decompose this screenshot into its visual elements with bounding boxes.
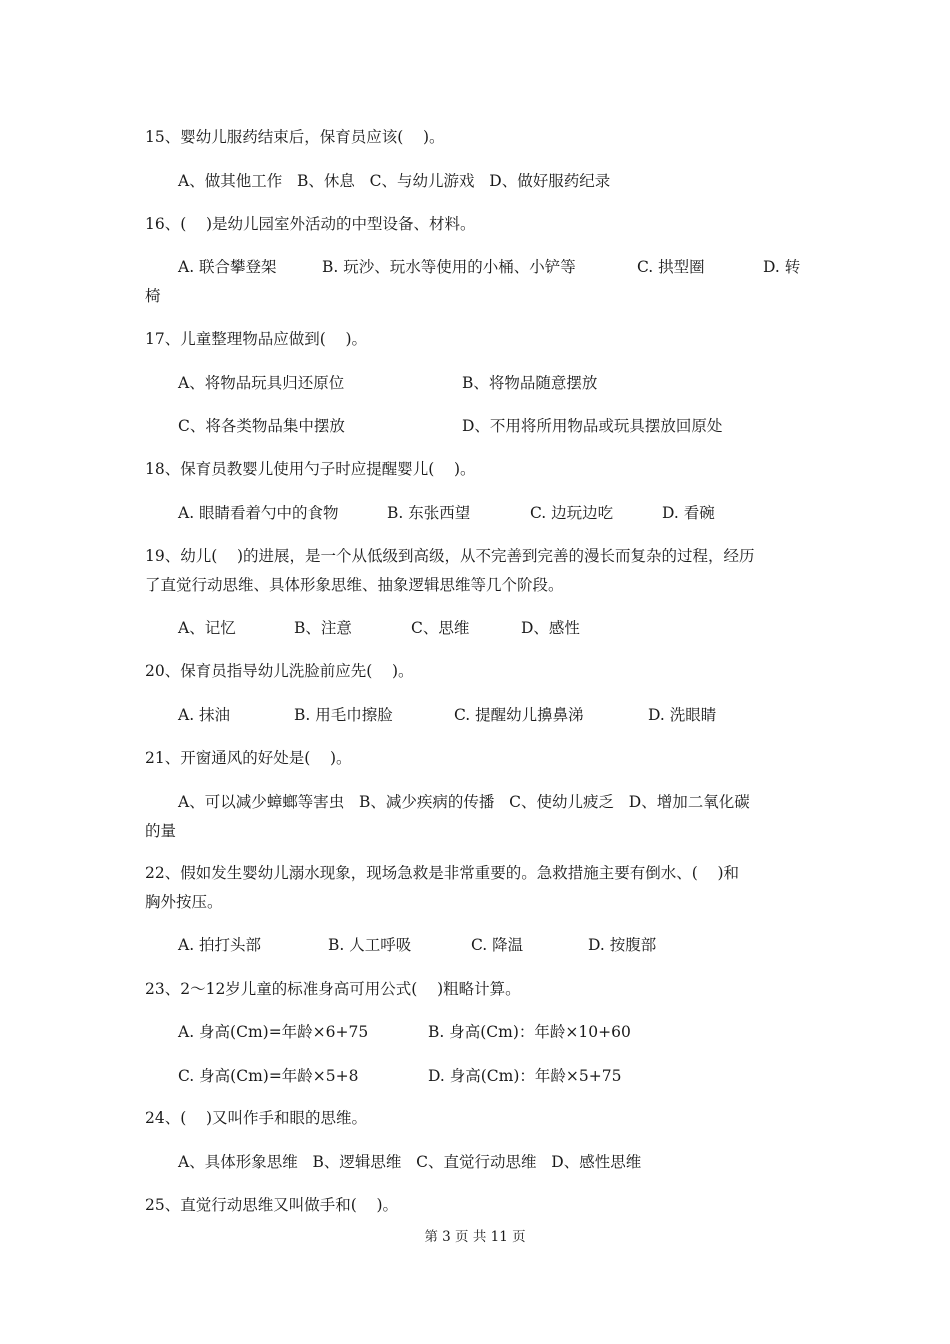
question-23-option-c: C. 身高(Cm)=年龄×5+8 [178,1067,359,1085]
question-21-options: A、可以减少蟑螂等害虫 B、减少疾病的传播 C、使幼儿疲乏 D、增加二氧化碳 [178,793,750,811]
question-22-option-a: A. 拍打头部 [178,936,262,954]
question-22-stem-line-1: 22、假如发生婴幼儿溺水现象，现场急救是非常重要的。急救措施主要有倒水、( )和 [145,864,740,882]
question-23-option-a: A. 身高(Cm)=年龄×6+75 [178,1023,369,1041]
question-19-stem-line-1: 19、幼儿( )的进展，是一个从低级到高级，从不完善到完善的漫长而复杂的过程，经历 [145,547,755,565]
question-21-stem: 21、开窗通风的好处是( )。 [145,749,352,767]
question-23-stem: 23、2～12岁儿童的标准身高可用公式( )粗略计算。 [145,980,521,998]
question-15-options: A、做其他工作 B、休息 C、与幼儿游戏 D、做好服药纪录 [178,172,611,190]
question-18-option-c: C. 边玩边吃 [530,504,614,522]
question-20-option-b: B. 用毛巾擦脸 [294,706,393,724]
question-17-stem: 17、儿童整理物品应做到( )。 [145,330,368,348]
question-20-option-a: A. 抹油 [178,706,231,724]
question-16-wrap: 椅 [145,287,161,305]
question-18-stem: 18、保育员教婴儿使用勺子时应提醒婴儿( )。 [145,460,476,478]
question-19-option-c: C、思维 [411,619,470,637]
question-18-option-a: A. 眼睛看着勺中的食物 [178,504,339,522]
question-18-option-b: B. 东张西望 [387,504,471,522]
question-20-option-c: C. 提醒幼儿擤鼻涕 [454,706,584,724]
question-23-option-b: B. 身高(Cm)：年龄×10+60 [428,1023,631,1041]
question-21-wrap: 的量 [145,822,177,840]
question-19-stem-line-2: 了直觉行动思维、具体形象思维、抽象逻辑思维等几个阶段。 [145,576,564,594]
question-15-stem: 15、婴幼儿服药结束后，保育员应该( )。 [145,128,445,146]
question-25-stem: 25、直觉行动思维又叫做手和( )。 [145,1196,399,1214]
question-19-option-a: A、记忆 [178,619,236,637]
question-18-option-d: D. 看碗 [662,504,715,522]
question-16-option-d: D. 转 [763,258,801,276]
question-16-option-b: B. 玩沙、玩水等使用的小桶、小铲等 [322,258,576,276]
question-16-option-a: A. 联合攀登架 [178,258,277,276]
question-24-stem: 24、( )又叫作手和眼的思维。 [145,1109,368,1127]
question-20-option-d: D. 洗眼睛 [648,706,717,724]
question-17-option-b: B、将物品随意摆放 [462,374,598,392]
question-22-option-b: B. 人工呼吸 [328,936,412,954]
question-16-option-c: C. 拱型圈 [637,258,705,276]
question-23-option-d: D. 身高(Cm)：年龄×5+75 [428,1067,622,1085]
question-17-option-c: C、将各类物品集中摆放 [178,417,345,435]
question-19-option-d: D、感性 [521,619,580,637]
question-22-stem-line-2: 胸外按压。 [145,893,223,911]
question-20-stem: 20、保育员指导幼儿洗脸前应先( )。 [145,662,414,680]
question-22-option-d: D. 按腹部 [588,936,657,954]
question-19-option-b: B、注意 [294,619,352,637]
page-number-footer: 第 3 页 共 11 页 [424,1229,526,1245]
question-24-options: A、具体形象思维 B、逻辑思维 C、直觉行动思维 D、感性思维 [178,1153,642,1171]
question-17-option-d: D、不用将所用物品或玩具摆放回原处 [462,417,723,435]
question-17-option-a: A、将物品玩具归还原位 [178,374,345,392]
question-16-stem: 16、( )是幼儿园室外活动的中型设备、材料。 [145,215,476,233]
question-22-option-c: C. 降温 [471,936,524,954]
